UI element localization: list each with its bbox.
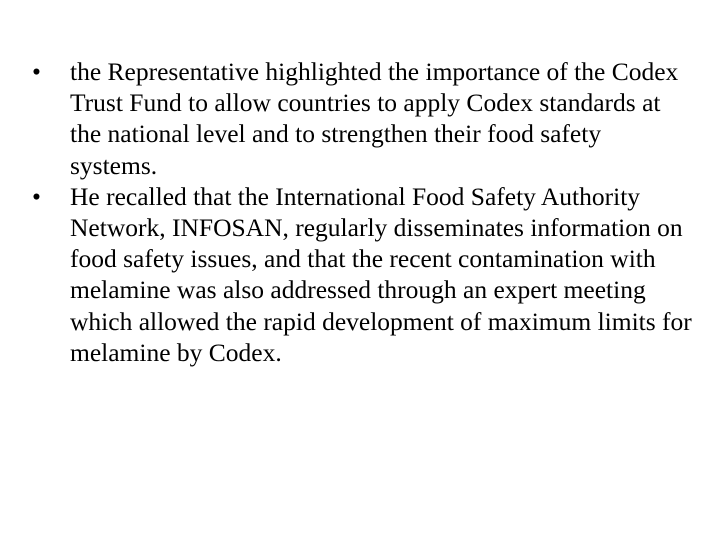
bullet-icon: • [32, 57, 41, 86]
bullet-text: the Representative highlighted the importance of the Codex Trust Fund to allow countries to apply Codex standards at the national level and to strengthen their food safety systems. [70, 57, 679, 180]
bullet-item-infosan [32, 181, 692, 368]
bullet-list [32, 56, 692, 368]
bullet-text: He recalled that the International Food Safety Authority Network, INFOSAN, regularly disseminates information on food safety issues, and that the recent contamination with melamine was also addressed through an expert meeting which allowed the rapid development of maximum limits for melamine by Codex. [70, 181, 692, 367]
bullet-icon: • [32, 181, 41, 211]
bullet-item-codex-trust-fund [32, 56, 692, 181]
